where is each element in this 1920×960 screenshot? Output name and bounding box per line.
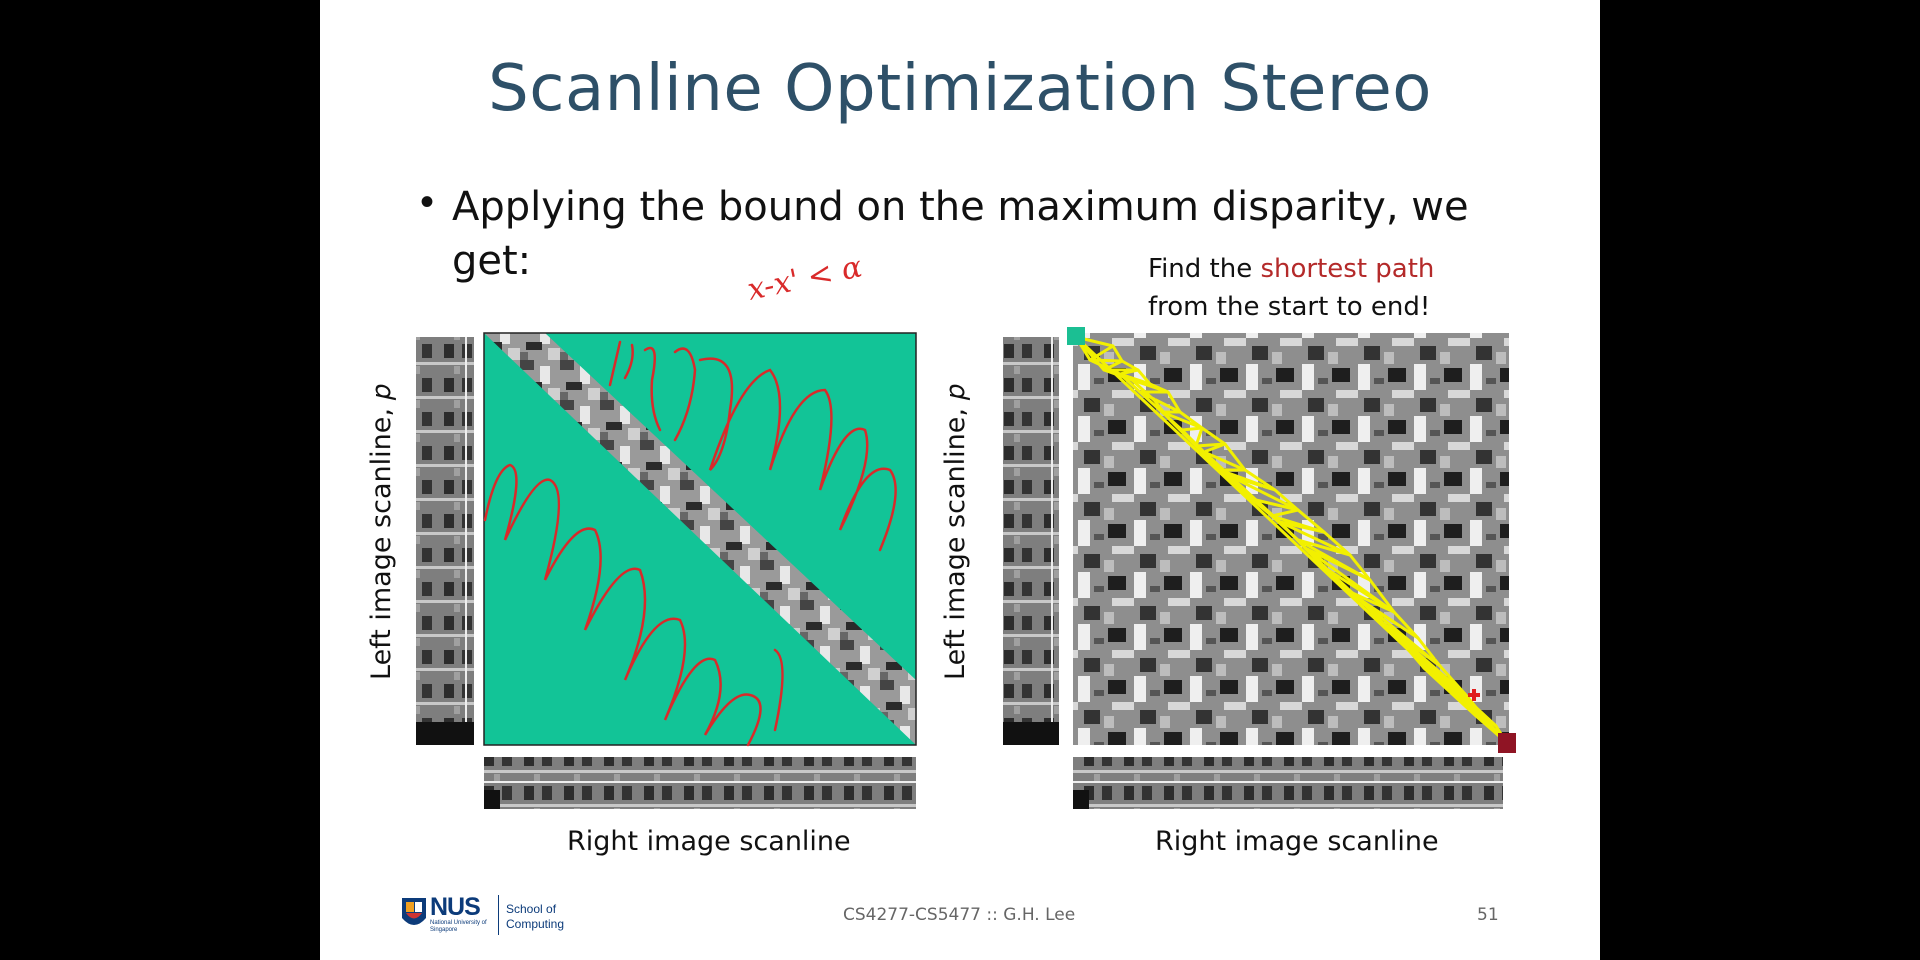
note-highlight: shortest path bbox=[1260, 254, 1435, 284]
slide bbox=[320, 0, 1600, 960]
logo-divider bbox=[498, 895, 499, 935]
right-strip-dark-base bbox=[1003, 722, 1059, 745]
page-number: 51 bbox=[1477, 905, 1499, 925]
left-figure-y-axis-label: Left image scanline, 𝑝 bbox=[366, 384, 397, 680]
logo-text: NUS bbox=[430, 893, 480, 921]
left-right-strip-dark bbox=[484, 790, 500, 809]
bullet-icon: • bbox=[420, 180, 435, 224]
logo-school-line-2: Computing bbox=[506, 917, 565, 931]
right-scanline-strip-2 bbox=[1051, 337, 1053, 745]
logo-school bbox=[506, 902, 564, 932]
bullet-line-1: Applying the bound on the maximum disparity, we bbox=[452, 184, 1469, 230]
note-prefix: Find the bbox=[1148, 254, 1261, 284]
right-figure-x-axis-label: Right image scanline bbox=[1155, 826, 1439, 857]
start-marker bbox=[1067, 327, 1085, 345]
right-right-scanline-line bbox=[1073, 781, 1503, 783]
slide-title: Scanline Optimization Stereo bbox=[488, 52, 1432, 126]
left-figure-x-axis-label: Right image scanline bbox=[567, 826, 851, 857]
right-scanline-strip-1 bbox=[1003, 337, 1059, 745]
handwritten-annotation: x-x' < α bbox=[744, 249, 866, 308]
bullet-line-2: get: bbox=[452, 238, 532, 284]
end-marker bbox=[1498, 733, 1516, 753]
left-scanline-strip-2 bbox=[465, 337, 467, 745]
right-right-strip-dark bbox=[1073, 790, 1089, 809]
footer-course: CS4277-CS5477 :: G.H. Lee bbox=[843, 905, 1076, 925]
note-line-2: from the start to end! bbox=[1148, 292, 1431, 322]
logo-subtext: National University of Singapore bbox=[430, 920, 487, 933]
left-right-scanline-line bbox=[484, 781, 916, 783]
left-strip-dark-base bbox=[416, 722, 474, 745]
nus-logo bbox=[400, 893, 580, 937]
right-figure-y-axis-label: Left image scanline, 𝑝 bbox=[940, 384, 971, 680]
logo-school-line-1: School of bbox=[506, 902, 557, 916]
